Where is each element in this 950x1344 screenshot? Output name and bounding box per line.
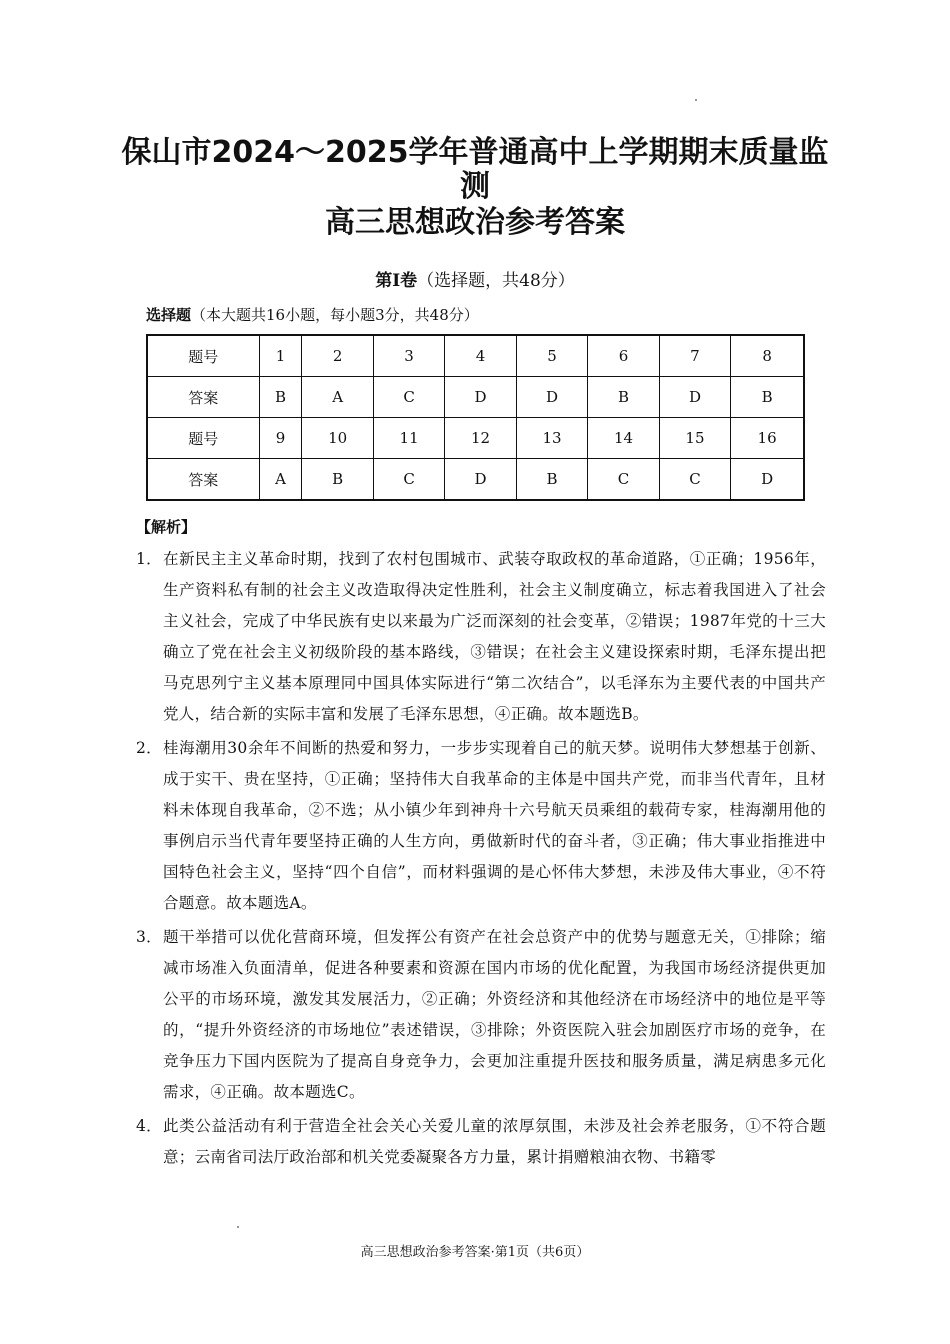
- row-label: 题号: [147, 418, 259, 459]
- analysis-item-3: [136, 922, 826, 1108]
- section-name: 选择题: [146, 306, 192, 324]
- table-cell: D: [445, 459, 516, 501]
- volume-desc: （选择题，共48分）: [417, 271, 575, 291]
- item-number: 3．: [136, 928, 162, 946]
- table-row: [147, 418, 804, 459]
- doc-subtitle: 高三思想政治参考答案: [325, 205, 625, 240]
- table-cell: 5: [516, 335, 587, 377]
- volume-label: 第Ⅰ卷: [375, 271, 418, 291]
- analysis-heading: 【解析】: [136, 518, 197, 536]
- table-row: [147, 377, 804, 418]
- table-cell: 10: [302, 418, 373, 459]
- table-cell: 12: [445, 418, 516, 459]
- row-label: 答案: [147, 459, 259, 501]
- item-number: 1．: [136, 550, 162, 568]
- table-cell: B: [259, 377, 302, 418]
- doc-title-line-1: 保山市2024～2025学年普通高中上学期期末质量监: [121, 135, 829, 170]
- analysis-content: [136, 544, 826, 1176]
- table-cell: 9: [259, 418, 302, 459]
- table-cell: 3: [373, 335, 444, 377]
- answer-table: [146, 334, 805, 501]
- table-cell: C: [659, 459, 730, 501]
- analysis-item-4: [136, 1111, 826, 1173]
- table-cell: 16: [731, 418, 804, 459]
- table-cell: 15: [659, 418, 730, 459]
- table-cell: 7: [659, 335, 730, 377]
- table-cell: C: [588, 459, 659, 501]
- page-footer: 高三思想政治参考答案·第1页（共6页）: [360, 1245, 590, 1260]
- table-cell: 13: [516, 418, 587, 459]
- analysis-item-1: [136, 544, 826, 730]
- table-cell: D: [445, 377, 516, 418]
- table-cell: 1: [259, 335, 302, 377]
- item-number: 2．: [136, 739, 162, 757]
- table-row: [147, 459, 804, 501]
- table-cell: 8: [731, 335, 804, 377]
- row-label: 答案: [147, 377, 259, 418]
- item-text: 在新民主主义革命时期，找到了农村包围城市、武装夺取政权的革命道路，①正确；1956年，生产资料私有制的社会主义改造取得决定性胜利，社会主义制度确立，标志着我国进入了社会主义社会，完成了中华民族有史以来最为广泛而深刻的社会变革，②错误；1987年党的十三大确立了党在社会主义初级阶段的基本路线，③错误；在社会主义建设探索时期，毛泽东提出把马克思列宁主义基本原理同中国具体实际进行“第二次结合”，以毛泽东为主要代表的中国共产党人，结合新的实际丰富和发展了毛泽东思想，④正确。故本题选B。: [163, 550, 826, 723]
- analysis-item-2: [136, 733, 826, 919]
- table-cell: C: [373, 459, 444, 501]
- volume-heading: [0, 270, 950, 292]
- doc-title-line-2: 测: [460, 169, 490, 204]
- table-cell: A: [302, 377, 373, 418]
- table-row: [147, 335, 804, 377]
- table-cell: D: [659, 377, 730, 418]
- table-cell: B: [516, 459, 587, 501]
- item-text: 此类公益活动有利于营造全社会关心关爱儿童的浓厚氛围，未涉及社会养老服务，①不符合题意；云南省司法厅政治部和机关党委凝聚各方力量，累计捐赠粮油衣物、书籍零: [163, 1117, 826, 1166]
- table-cell: D: [516, 377, 587, 418]
- table-cell: B: [588, 377, 659, 418]
- table-cell: 2: [302, 335, 373, 377]
- item-text: 题干举措可以优化营商环境，但发挥公有资产在社会总资产中的优势与题意无关，①排除；缩减市场准入负面清单，促进各种要素和资源在国内市场的优化配置，为我国市场经济提供更加公平的市场环境，激发其发展活力，②正确；外资经济和其他经济在市场经济中的地位是平等的，“提升外资经济的市场地位”表述错误，③排除；外资医院入驻会加剧医疗市场的竞争，在竞争压力下国内医院为了提高自身竞争力，会更加注重提升医技和服务质量，满足病患多元化需求，④正确。故本题选C。: [163, 928, 826, 1101]
- item-number: 4．: [136, 1117, 162, 1135]
- table-cell: D: [731, 459, 804, 501]
- table-cell: A: [259, 459, 302, 501]
- section-intro: [146, 305, 479, 325]
- table-cell: 6: [588, 335, 659, 377]
- table-cell: 11: [373, 418, 444, 459]
- table-cell: B: [302, 459, 373, 501]
- item-text: 桂海潮用30余年不间断的热爱和努力，一步步实现着自己的航天梦。说明伟大梦想基于创新、成于实干、贵在坚持，①正确；坚持伟大自我革命的主体是中国共产党，而非当代青年，且材料未体现自我革命，②不选；从小镇少年到神舟十六号航天员乘组的载荷专家，桂海潮用他的事例启示当代青年要坚持正确的人生方向，勇做新时代的奋斗者，③正确；伟大事业指推进中国特色社会主义，坚持“四个自信”，而材料强调的是心怀伟大梦想，未涉及伟大事业，④不符合题意。故本题选A。: [163, 739, 826, 912]
- scan-speck: [695, 99, 697, 101]
- table-cell: 14: [588, 418, 659, 459]
- row-label: 题号: [147, 335, 259, 377]
- section-desc: （本大题共16小题，每小题3分，共48分）: [191, 306, 479, 324]
- table-cell: 4: [445, 335, 516, 377]
- table-cell: B: [731, 377, 804, 418]
- table-cell: C: [373, 377, 444, 418]
- scan-speck: [237, 1226, 239, 1228]
